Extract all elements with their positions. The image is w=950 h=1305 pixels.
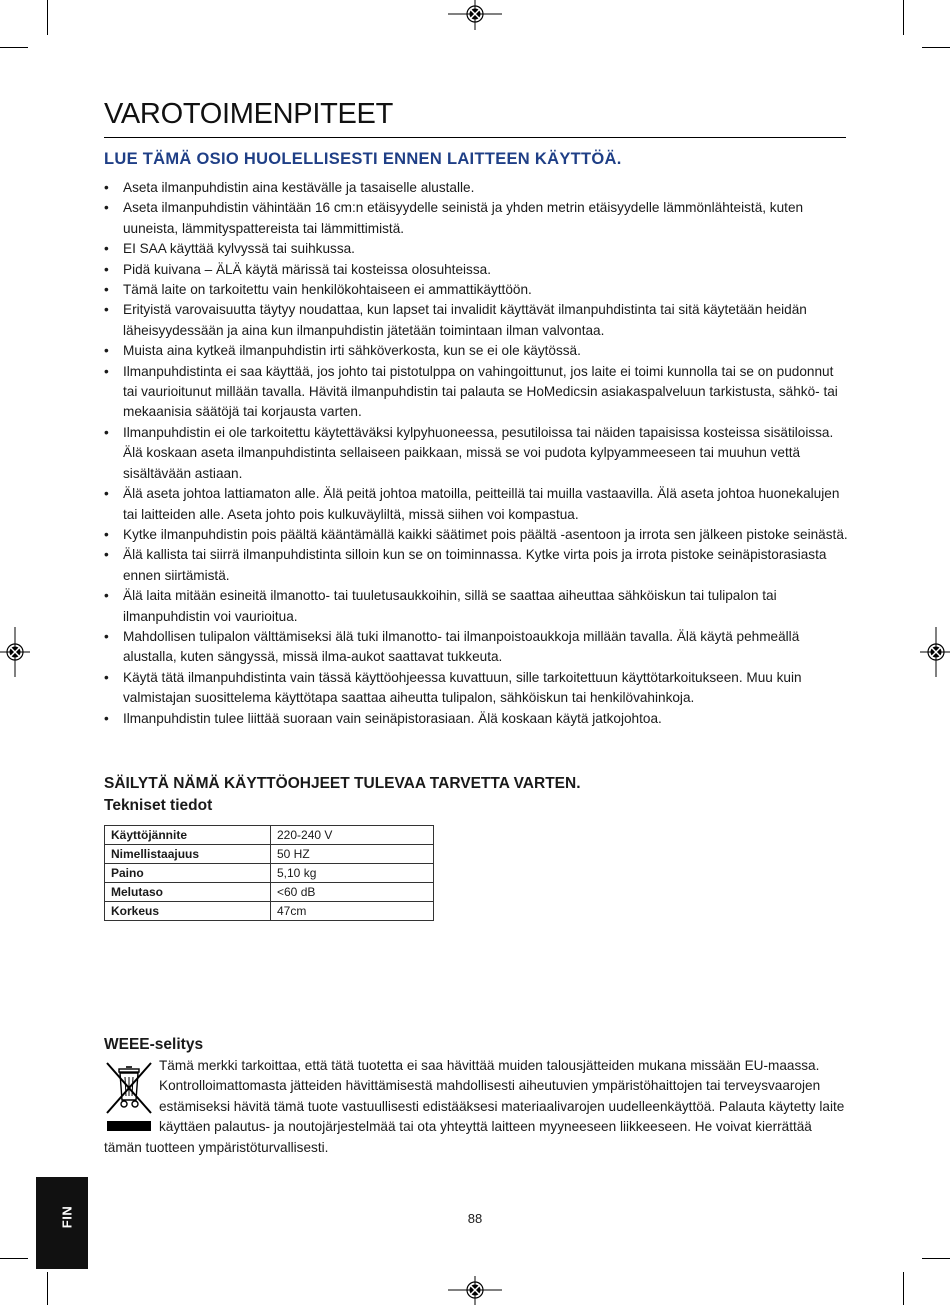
list-item: • Ilmanpuhdistin ei ole tarkoitettu käytettäväksi kylpyhuoneessa, pesutiloissa tai näiden tapaisissa kosteissa sisätiloissa. Älä koskaan aseta ilmanpuhdistinta sellaiseen paikkaan, missä se voi pudota kylpyammeeseen tai muuhun vettä sisältävään astiaan. (104, 423, 848, 484)
keep-instructions-heading: SÄILYTÄ NÄMÄ KÄYTTÖOHJEET TULEVAA TARVETTA VARTEN. (104, 775, 581, 792)
spec-value: 5,10 kg (271, 864, 434, 883)
list-item: • Aseta ilmanpuhdistin aina kestävälle ja tasaiselle alustalle. (104, 178, 848, 198)
list-item: • Käytä tätä ilmanpuhdistinta vain tässä käyttöohjeessa kuvattuun, sille tarkoitettuun käyttötarkoitukseen. Muu kuin valmistajan suosittelema käyttötapa saattaa aiheutta tulipalon, sähköiskun tai henkilövahinkoja. (104, 668, 848, 709)
list-item: • Ilmanpuhdistin tulee liittää suoraan vain seinäpistorasiaan. Älä koskaan käytä jatkojohtoa. (104, 709, 848, 729)
crop-mark (0, 47, 28, 48)
list-item: • Pidä kuivana – ÄLÄ käytä märissä tai kosteissa olosuhteissa. (104, 260, 848, 280)
title-rule (104, 137, 846, 138)
spec-table (104, 825, 434, 921)
spec-value: <60 dB (271, 883, 434, 902)
registration-mark-icon (920, 627, 950, 677)
list-item: • Mahdollisen tulipalon välttämiseksi älä tuki ilmanotto- tai ilmanpoistoaukkoja millään tavalla. Älä käytä pehmeällä alustalla, kuten sängyssä, missä ilma-aukot saattavat tukkeuta. (104, 627, 848, 668)
section-heading: LUE TÄMÄ OSIO HUOLELLISESTI ENNEN LAITTEEN KÄYTTÖÄ. (104, 150, 622, 168)
table-row (105, 883, 434, 902)
list-item: • Tämä laite on tarkoitettu vain henkilökohtaiseen ei ammattikäyttöön. (104, 280, 848, 300)
list-item: • Aseta ilmanpuhdistin vähintään 16 cm:n etäisyydelle seinistä ja yhden metrin etäisyydelle lämmönlähteistä, kuten uuneista, lämmityspattereista tai lämmittimistä. (104, 198, 848, 239)
crop-mark (47, 1272, 48, 1305)
spec-label: Nimellistaajuus (105, 845, 271, 864)
page-number: 88 (467, 1211, 483, 1226)
list-item: • Ilmanpuhdistinta ei saa käyttää, jos johto tai pistotulppa on vahingoittunut, jos laite ei toimi kunnolla tai se on pudonnut tai vaurioitunut millään tavalla. Hävitä ilmanpuhdistin tai palauta se HoMedicsin asiakaspalveluun tarkistusta, sähkö- tai mekaanisia säätöjä tai korjausta varten. (104, 362, 848, 423)
registration-mark-icon (448, 0, 502, 30)
weee-text (104, 1056, 848, 1158)
spec-value: 50 HZ (271, 845, 434, 864)
crop-mark (922, 1258, 950, 1259)
spec-label: Paino (105, 864, 271, 883)
crop-mark (903, 1272, 904, 1305)
spec-label: Käyttöjännite (105, 826, 271, 845)
table-row (105, 826, 434, 845)
list-item: • Kytke ilmanpuhdistin pois päältä kääntämällä kaikki säätimet pois päältä -asentoon ja irrota sen jälkeen pistoke seinästä. (104, 525, 848, 545)
precautions-list (104, 178, 848, 729)
spec-label: Melutaso (105, 883, 271, 902)
table-row (105, 864, 434, 883)
crop-mark (47, 0, 48, 35)
registration-mark-icon (0, 627, 30, 677)
list-item: • Muista aina kytkeä ilmanpuhdistin irti sähköverkosta, kun se ei ole käytössä. (104, 341, 848, 361)
list-item: • Älä aseta johtoa lattiamaton alle. Älä peitä johtoa matoilla, peitteillä tai muilla vastaavilla. Älä aseta johtoa huonekalujen tai laitteiden alle. Aseta johto pois kulkuväyliltä, missä siihen voi kompastua. (104, 484, 848, 525)
page-title: VAROTOIMENPITEET (104, 98, 393, 130)
registration-mark-icon (448, 1276, 502, 1305)
table-row (105, 845, 434, 864)
technical-specs-heading: Tekniset tiedot (104, 797, 213, 814)
list-item: • EI SAA käyttää kylvyssä tai suihkussa. (104, 239, 848, 259)
weee-text-content: Tämä merkki tarkoittaa, että tätä tuotetta ei saa hävittää muiden talousjätteiden mukana missään EU-maassa. Kontrolloimattomasta jätteiden hävittämisestä mahdollisesti aiheutuvien ympäristöhaittojen tai terveysvaarojen estämiseksi hävitä tämä tuote vastuullisesti edistääksesi materiaalivarojen uudelleenkäyttöä. Palauta käytetty laite käyttäen palautus- ja noutojärjestelmää tai ota yhteyttä laitteen myyneeseen liikkeeseen. He voivat kierrättää tämän tuotteen ympäristöturvallisesti. (104, 1058, 845, 1155)
list-item: • Älä kallista tai siirrä ilmanpuhdistinta silloin kun se on toiminnassa. Kytke virta pois ja irrota pistoke seinäpistorasiasta ennen siirtämistä. (104, 545, 848, 586)
table-row (105, 902, 434, 921)
list-item: • Erityistä varovaisuutta täytyy noudattaa, kun lapset tai invalidit käyttävät ilmanpuhdistinta tai sitä käytetään heidän läheisyydessään ja aina kun ilmanpuhdistin jätetään toimintaan ilman valvontaa. (104, 300, 848, 341)
crop-mark (0, 1258, 28, 1259)
spec-value: 220-240 V (271, 826, 434, 845)
weee-heading: WEEE-selitys (104, 1036, 204, 1053)
spec-value: 47cm (271, 902, 434, 921)
crop-mark (903, 0, 904, 35)
list-item: • Älä laita mitään esineitä ilmanotto- tai tuuletusaukkoihin, sillä se saattaa aiheuttaa sähköiskun tai tulipalon tai ilmanpuhdistin voi vaurioitua. (104, 586, 848, 627)
spec-label: Korkeus (105, 902, 271, 921)
language-tab-label: FIN (59, 1205, 75, 1229)
crop-mark (922, 47, 950, 48)
